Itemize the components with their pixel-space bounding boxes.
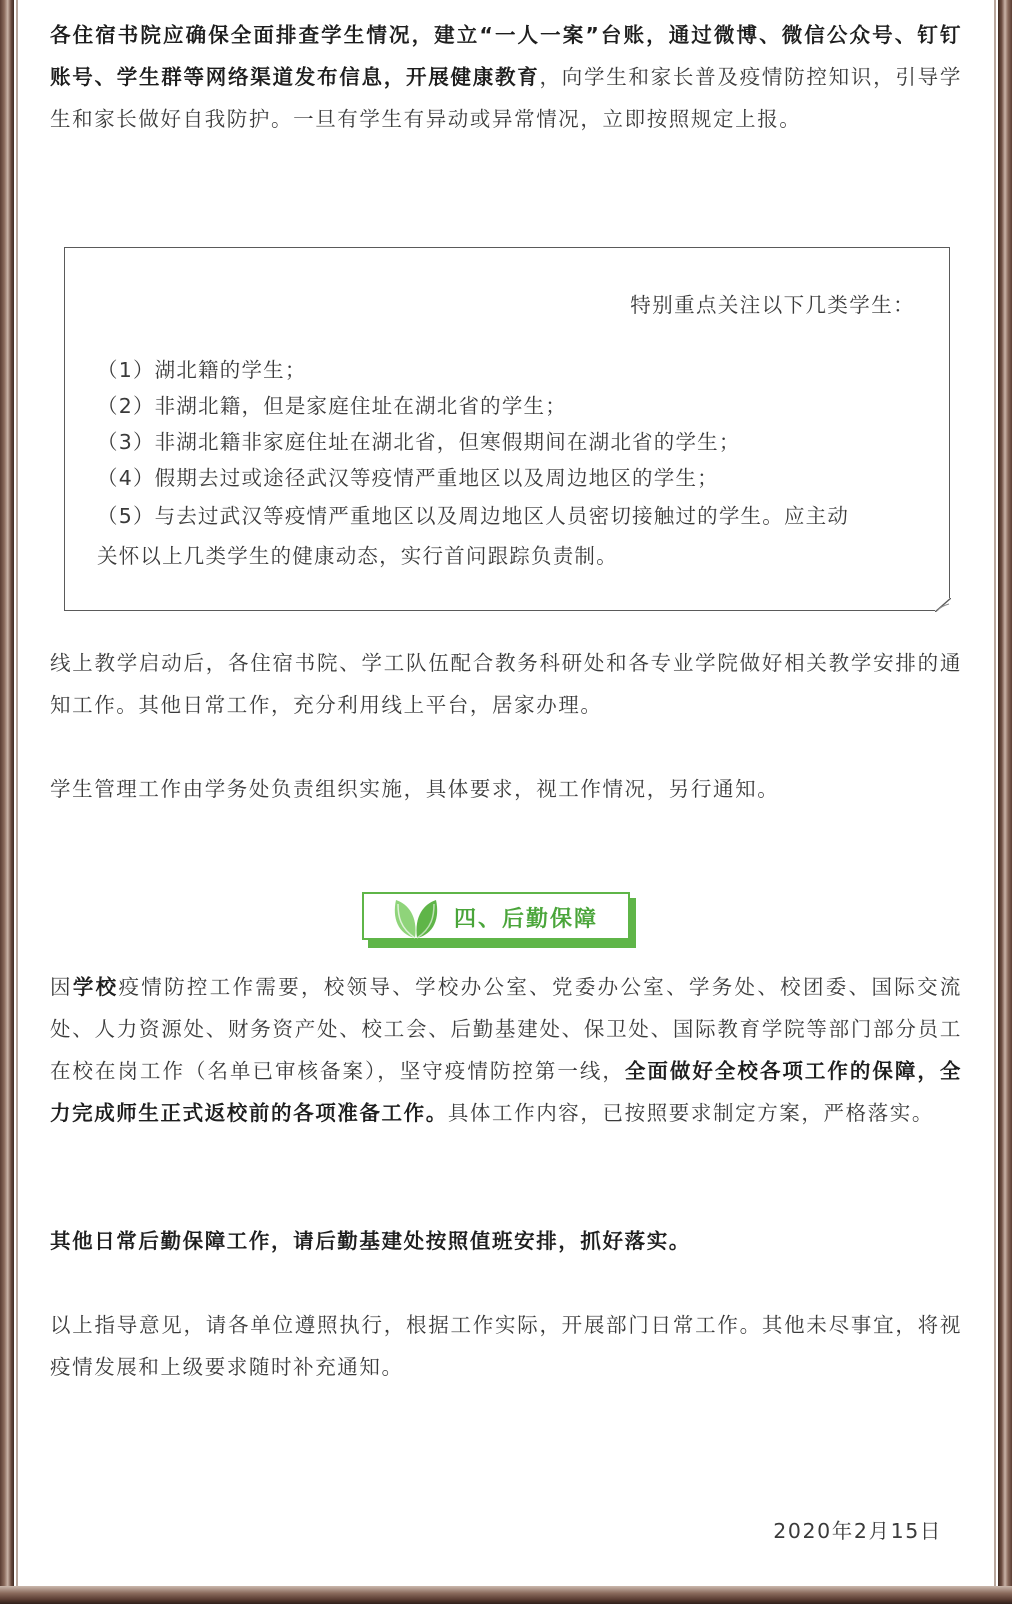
notice-box-heading: 特别重点关注以下几类学生：: [630, 293, 915, 317]
frame-left-border: [0, 0, 14, 1604]
paragraph-bold-text: 学校: [72, 975, 119, 999]
paragraph-text: 疫情防控工作需要，校领导、学校办公室、党委办公室、学务处、校团委、国际交流处、人力资源处、财务资产处、校工会、后勤基建处、保卫处、国际教育学院等部门部分员工在校在岗工作（名单已审核备案），坚守疫情防控第一线，: [50, 975, 962, 1083]
frame-left-inner-line: [16, 0, 18, 1586]
paragraph-bold-text: 全面做好全校各项工作的保障，全力完成师生正式返校前的各项准备工作。: [50, 1059, 962, 1125]
paragraph-bold-text: 其他日常后勤保障工作，请后勤基建处按照值班安排，抓好落实。: [50, 1229, 691, 1253]
list-item: （1）湖北籍的学生；: [97, 358, 307, 382]
section-header-logistics: [362, 892, 636, 948]
paragraph-bold-text: 各住宿书院应确保全面排查学生情况，建立“一人一案”台账，通过微博、微信公众号、钉钉账号、学生群等网络渠道发布信息，开展健康教育: [50, 23, 962, 89]
frame-bottom-border: [0, 1586, 1012, 1604]
paragraph-daily-logistics: [50, 1220, 962, 1262]
paragraph-text: 具体工作内容，已按照要求制定方案，严格落实。: [447, 1101, 935, 1125]
section-title: 四、后勤保障: [454, 907, 599, 932]
list-item: （4）假期去过或途径武汉等疫情严重地区以及周边地区的学生；: [97, 466, 719, 490]
leaf-icon: [388, 894, 446, 946]
paragraph-health-education: [50, 14, 962, 140]
page-curl-icon: [935, 598, 951, 612]
frame-right-inner-line: [994, 0, 996, 1586]
list-item: 关怀以上几类学生的健康动态，实行首问跟踪负责制。: [97, 544, 618, 568]
paragraph-logistics-staff: [50, 966, 962, 1134]
document-date: 2020年2月15日: [773, 1519, 942, 1543]
paragraph-text: ，向学生和家长普及疫情防控知识，引导学生和家长做好自我防护。一旦有学生有异动或异常情况，立即按照规定上报。: [50, 65, 963, 131]
list-item: （3）非湖北籍非家庭住址在湖北省，但寒假期间在湖北省的学生；: [97, 430, 741, 454]
paragraph-text: 因: [50, 975, 73, 999]
list-item: （2）非湖北籍，但是家庭住址在湖北省的学生；: [97, 394, 567, 418]
notice-box: [64, 247, 950, 611]
frame-right-border: [998, 0, 1012, 1604]
paragraph-student-management: 学生管理工作由学务处负责组织实施，具体要求，视工作情况，另行通知。: [50, 777, 780, 801]
paragraph-online-teaching: 线上教学启动后，各住宿书院、学工队伍配合教务科研处和各专业学院做好相关教学安排的通知工作。其他日常工作，充分利用线上平台，居家办理。: [50, 651, 962, 717]
notice-box-list: [97, 352, 917, 576]
list-item: （5）与去过武汉等疫情严重地区以及周边地区人员密切接触过的学生。应主动: [97, 504, 850, 528]
paragraph-closing-guidance: 以上指导意见，请各单位遵照执行，根据工作实际，开展部门日常工作。其他未尽事宜，将视疫情发展和上级要求随时补充通知。: [50, 1313, 962, 1379]
